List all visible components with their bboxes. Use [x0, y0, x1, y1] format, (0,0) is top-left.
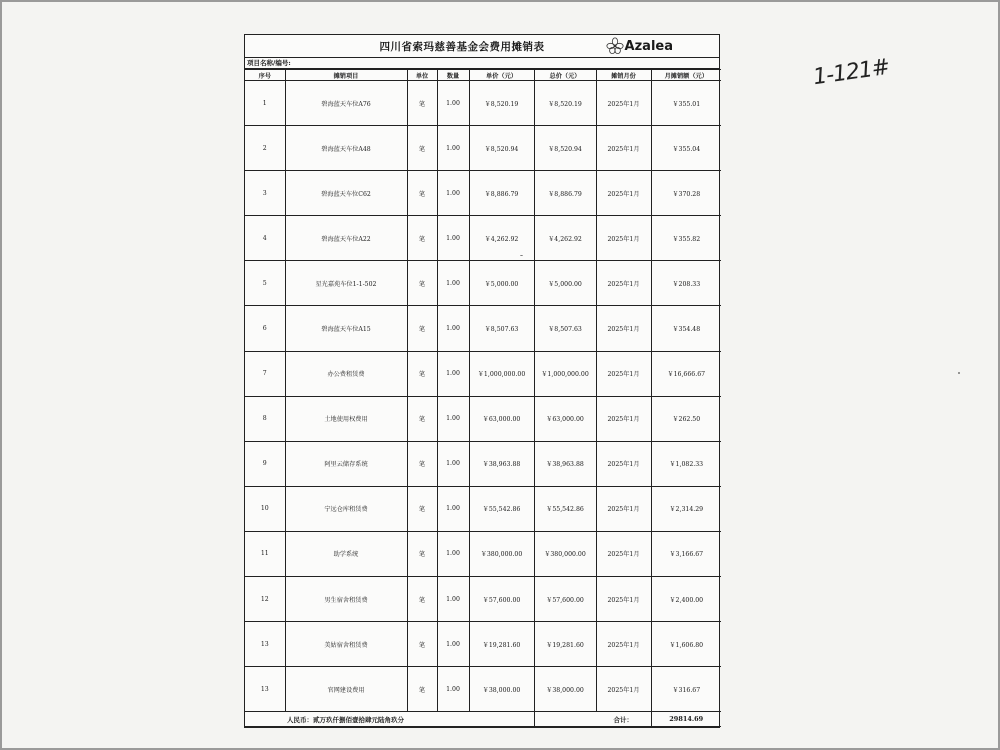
total-price: ￥55,542.86: [534, 486, 596, 531]
amortization-item: 阿里云储存系统: [285, 441, 407, 486]
unit: 笔: [407, 216, 437, 261]
row-number: 7: [245, 351, 285, 396]
table-row: [245, 126, 721, 171]
table-row: [245, 216, 721, 261]
column-header: 摊销月份: [596, 70, 651, 81]
amortization-item: 男生宿舍租赁费: [285, 577, 407, 622]
quantity: 1.00: [437, 622, 469, 667]
unit-price: ￥8,886.79: [469, 171, 534, 216]
project-name-label: 项目名称/编号:: [245, 58, 719, 69]
amortization-month: 2025年1月: [596, 622, 651, 667]
scan-speck: [958, 372, 960, 374]
total-price: ￥8,886.79: [534, 171, 596, 216]
total-value: 29814.69: [651, 712, 721, 727]
unit: 笔: [407, 486, 437, 531]
total-price: ￥19,281.60: [534, 622, 596, 667]
total-price: ￥8,520.94: [534, 126, 596, 171]
unit-price: ￥8,520.94: [469, 126, 534, 171]
document-title: 四川省索玛慈善基金会费用摊销表: [379, 40, 545, 53]
handwritten-note: 1-121#: [811, 54, 891, 91]
unit: 笔: [407, 306, 437, 351]
amortization-item: 碧海蓝天车位A15: [285, 306, 407, 351]
amortization-item: 助学系统: [285, 531, 407, 576]
amortization-month: 2025年1月: [596, 531, 651, 576]
unit: 笔: [407, 531, 437, 576]
unit-price: ￥57,600.00: [469, 577, 534, 622]
table-row: [245, 577, 721, 622]
amortization-month: 2025年1月: [596, 306, 651, 351]
table-row: [245, 486, 721, 531]
unit-price: ￥5,000.00: [469, 261, 534, 306]
quantity: 1.00: [437, 667, 469, 712]
monthly-amount: ￥355.04: [651, 126, 721, 171]
table-row: [245, 261, 721, 306]
table-row: [245, 351, 721, 396]
quantity: 1.00: [437, 261, 469, 306]
monthly-amount: ￥370.28: [651, 171, 721, 216]
amortization-item: 土地使用权费用: [285, 396, 407, 441]
amortization-month: 2025年1月: [596, 351, 651, 396]
amortization-item: 官网建设费用: [285, 667, 407, 712]
monthly-amount: ￥2,400.00: [651, 577, 721, 622]
rmb-amount-words: 人民币：贰万玖仟捌佰壹拾肆元陆角玖分: [245, 712, 534, 727]
quantity: 1.00: [437, 351, 469, 396]
title-row: [245, 35, 719, 58]
total-price: ￥57,600.00: [534, 577, 596, 622]
row-number: 3: [245, 171, 285, 216]
amortization-item: 星光嘉苑车位1-1-502: [285, 261, 407, 306]
monthly-amount: ￥355.82: [651, 216, 721, 261]
amortization-month: 2025年1月: [596, 396, 651, 441]
unit: 笔: [407, 81, 437, 126]
row-number: 5: [245, 261, 285, 306]
row-number: 11: [245, 531, 285, 576]
unit: 笔: [407, 396, 437, 441]
quantity: 1.00: [437, 81, 469, 126]
row-number: 1: [245, 81, 285, 126]
unit-price: ￥19,281.60: [469, 622, 534, 667]
table-row: [245, 622, 721, 667]
unit: 笔: [407, 441, 437, 486]
column-header: 序号: [245, 70, 285, 81]
row-number: 8: [245, 396, 285, 441]
total-price: ￥1,000,000.00: [534, 351, 596, 396]
monthly-amount: ￥3,166.67: [651, 531, 721, 576]
amortization-item: 美姑宿舍租赁费: [285, 622, 407, 667]
total-price: ￥8,520.19: [534, 81, 596, 126]
column-header: 单位: [407, 70, 437, 81]
unit-price: ￥380,000.00: [469, 531, 534, 576]
table-row: [245, 171, 721, 216]
quantity: 1.00: [437, 577, 469, 622]
monthly-amount: ￥262.50: [651, 396, 721, 441]
unit: 笔: [407, 351, 437, 396]
monthly-amount: ￥16,666.67: [651, 351, 721, 396]
monthly-amount: ￥355.01: [651, 81, 721, 126]
unit: 笔: [407, 261, 437, 306]
column-header: 月摊销额（元）: [651, 70, 721, 81]
table-row: [245, 531, 721, 576]
total-price: ￥63,000.00: [534, 396, 596, 441]
amortization-month: 2025年1月: [596, 577, 651, 622]
row-number: 12: [245, 577, 285, 622]
unit-price: ￥38,963.88: [469, 441, 534, 486]
monthly-amount: ￥1,082.33: [651, 441, 721, 486]
total-price: ￥38,000.00: [534, 667, 596, 712]
amortization-item: 碧海蓝天车位A48: [285, 126, 407, 171]
azalea-logo: [606, 37, 673, 55]
total-price: ￥8,507.63: [534, 306, 596, 351]
amortization-table: [245, 69, 721, 727]
quantity: 1.00: [437, 486, 469, 531]
amortization-month: 2025年1月: [596, 486, 651, 531]
table-row: [245, 81, 721, 126]
amortization-month: 2025年1月: [596, 667, 651, 712]
quantity: 1.00: [437, 171, 469, 216]
table-row: [245, 396, 721, 441]
quantity: 1.00: [437, 396, 469, 441]
column-header: 摊销项目: [285, 70, 407, 81]
total-price: ￥380,000.00: [534, 531, 596, 576]
column-header: 总价（元）: [534, 70, 596, 81]
column-header: 数量: [437, 70, 469, 81]
amortization-month: 2025年1月: [596, 81, 651, 126]
total-price: ￥4,262.92: [534, 216, 596, 261]
unit-price: ￥8,507.63: [469, 306, 534, 351]
row-number: 2: [245, 126, 285, 171]
unit-price: ￥4,262.92: [469, 216, 534, 261]
quantity: 1.00: [437, 441, 469, 486]
monthly-amount: ￥2,314.29: [651, 486, 721, 531]
row-number: 4: [245, 216, 285, 261]
amortization-month: 2025年1月: [596, 171, 651, 216]
amortization-item: 宁远仓库租赁费: [285, 486, 407, 531]
logo-text: Azalea: [624, 38, 673, 54]
total-price: ￥5,000.00: [534, 261, 596, 306]
azalea-flower-icon: [606, 37, 624, 55]
unit-price: ￥8,520.19: [469, 81, 534, 126]
unit-price: ￥1,000,000.00: [469, 351, 534, 396]
total-price: ￥38,963.88: [534, 441, 596, 486]
quantity: 1.00: [437, 216, 469, 261]
amortization-month: 2025年1月: [596, 216, 651, 261]
row-number: 6: [245, 306, 285, 351]
table-row: [245, 441, 721, 486]
amortization-month: 2025年1月: [596, 261, 651, 306]
amortization-item: 碧海蓝天车位A22: [285, 216, 407, 261]
scan-speck: [520, 255, 523, 256]
row-number: 9: [245, 441, 285, 486]
total-row: [245, 712, 721, 727]
row-number: 13: [245, 667, 285, 712]
amortization-sheet: [244, 34, 720, 728]
monthly-amount: ￥208.33: [651, 261, 721, 306]
unit: 笔: [407, 171, 437, 216]
monthly-amount: ￥354.48: [651, 306, 721, 351]
unit: 笔: [407, 622, 437, 667]
unit-price: ￥55,542.86: [469, 486, 534, 531]
quantity: 1.00: [437, 306, 469, 351]
row-number: 13: [245, 622, 285, 667]
unit: 笔: [407, 667, 437, 712]
amortization-month: 2025年1月: [596, 441, 651, 486]
table-header-row: [245, 70, 721, 81]
unit-price: ￥38,000.00: [469, 667, 534, 712]
total-label: 合计：: [596, 712, 651, 727]
monthly-amount: ￥316.67: [651, 667, 721, 712]
quantity: 1.00: [437, 531, 469, 576]
column-header: 单价（元）: [469, 70, 534, 81]
total-spacer: [534, 712, 596, 727]
row-number: 10: [245, 486, 285, 531]
table-row: [245, 306, 721, 351]
unit-price: ￥63,000.00: [469, 396, 534, 441]
unit: 笔: [407, 577, 437, 622]
amortization-month: 2025年1月: [596, 126, 651, 171]
quantity: 1.00: [437, 126, 469, 171]
table-row: [245, 667, 721, 712]
monthly-amount: ￥1,606.80: [651, 622, 721, 667]
amortization-item: 办公费租赁费: [285, 351, 407, 396]
amortization-item: 碧海蓝天车位C62: [285, 171, 407, 216]
unit: 笔: [407, 126, 437, 171]
amortization-item: 碧海蓝天车位A76: [285, 81, 407, 126]
